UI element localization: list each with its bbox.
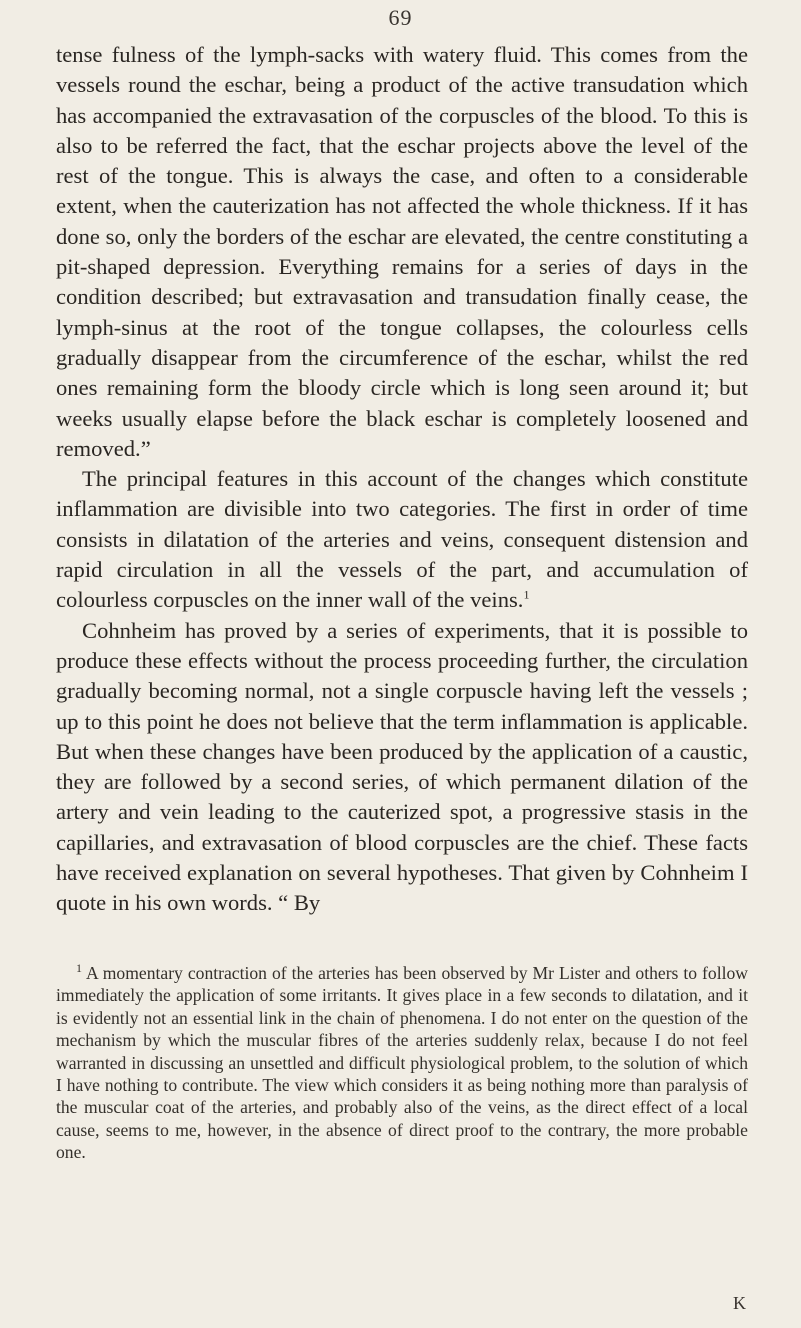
footnote-block [56, 962, 748, 1164]
paragraph-principal-features [56, 464, 748, 615]
paragraph-cohnheim [56, 616, 748, 919]
paragraph-text: tense fulness of the lymph-sacks with watery fluid. This comes from the vessels round the eschar, being a product of the active transudation which has accompanied the extravasation of the corpuscles of the blood. To this is also to be referred the fact, that the eschar projects above the level of the rest of the tongue. This is always the case, and often to a considerable extent, when the cauterization has not affected the whole thickness. If it has done so, only the borders of the eschar are elevated, the centre constituting a pit-shaped depression. Everything remains for a series of days in the condition described; but extravasation and transudation finally cease, the lymph-sinus at the root of the tongue collapses, the colourless cells gradually disappear from the circumference of the eschar, whilst the red ones remaining form the bloody circle which is long seen around it; but weeks usually elapse before the black eschar is completely loosened and removed.” [56, 42, 748, 461]
footnote-marker: 1 [76, 961, 82, 976]
paragraph-continued [56, 40, 748, 464]
footnote [56, 962, 748, 1164]
footnote-reference[interactable]: 1 [523, 587, 530, 602]
paragraph-text: The principal features in this account of the changes which constitute inflammation are divisible into two categories. The first in order of time consists in dilatation of the arteries and veins, consequent distension and rapid circulation in all the vessels of the part, and accumulation of colourless corpuscles on the inner wall of the veins. [56, 466, 748, 613]
main-text [56, 40, 748, 919]
paragraph-text: Cohnheim has proved by a series of experiments, that it is possible to produce these effects without the process proceeding further, the circulation gradually becoming normal, not a single corpuscle having left the vessels ; up to this point he does not believe that the term inflammation is applicable. But when these changes have been produced by the application of a caustic, they are followed by a second series, of which permanent dilation of the artery and vein leading to the cauterized spot, a progressive stasis in the capillaries, and extravasation of blood corpuscles are the chief. These facts have received explanation on several hypotheses. That given by Cohnheim I quote in his own words. “ By [56, 617, 748, 916]
footnote-text: A momentary contraction of the arteries has been observed by Mr Lister and others to follow immediately the application of some irritants. It gives place in a few seconds to dilatation, and it is evidently not an essential link in the chain of phenomena. I do not enter on the question of the mechanism by which the muscular fibres of the arteries suddenly relax, because I do not feel warranted in discussing an unsettled and difficult physiological problem, to the solution of which I have nothing to contribute. The view which considers it as being nothing more than paralysis of the muscular coat of the arteries, and probably also of the veins, as the direct effect of a local cause, seems to me, however, in the absence of direct proof to the contrary, the more probable one. [56, 963, 748, 1163]
page-number: 69 [388, 5, 413, 30]
signature-mark: K [733, 1293, 746, 1313]
